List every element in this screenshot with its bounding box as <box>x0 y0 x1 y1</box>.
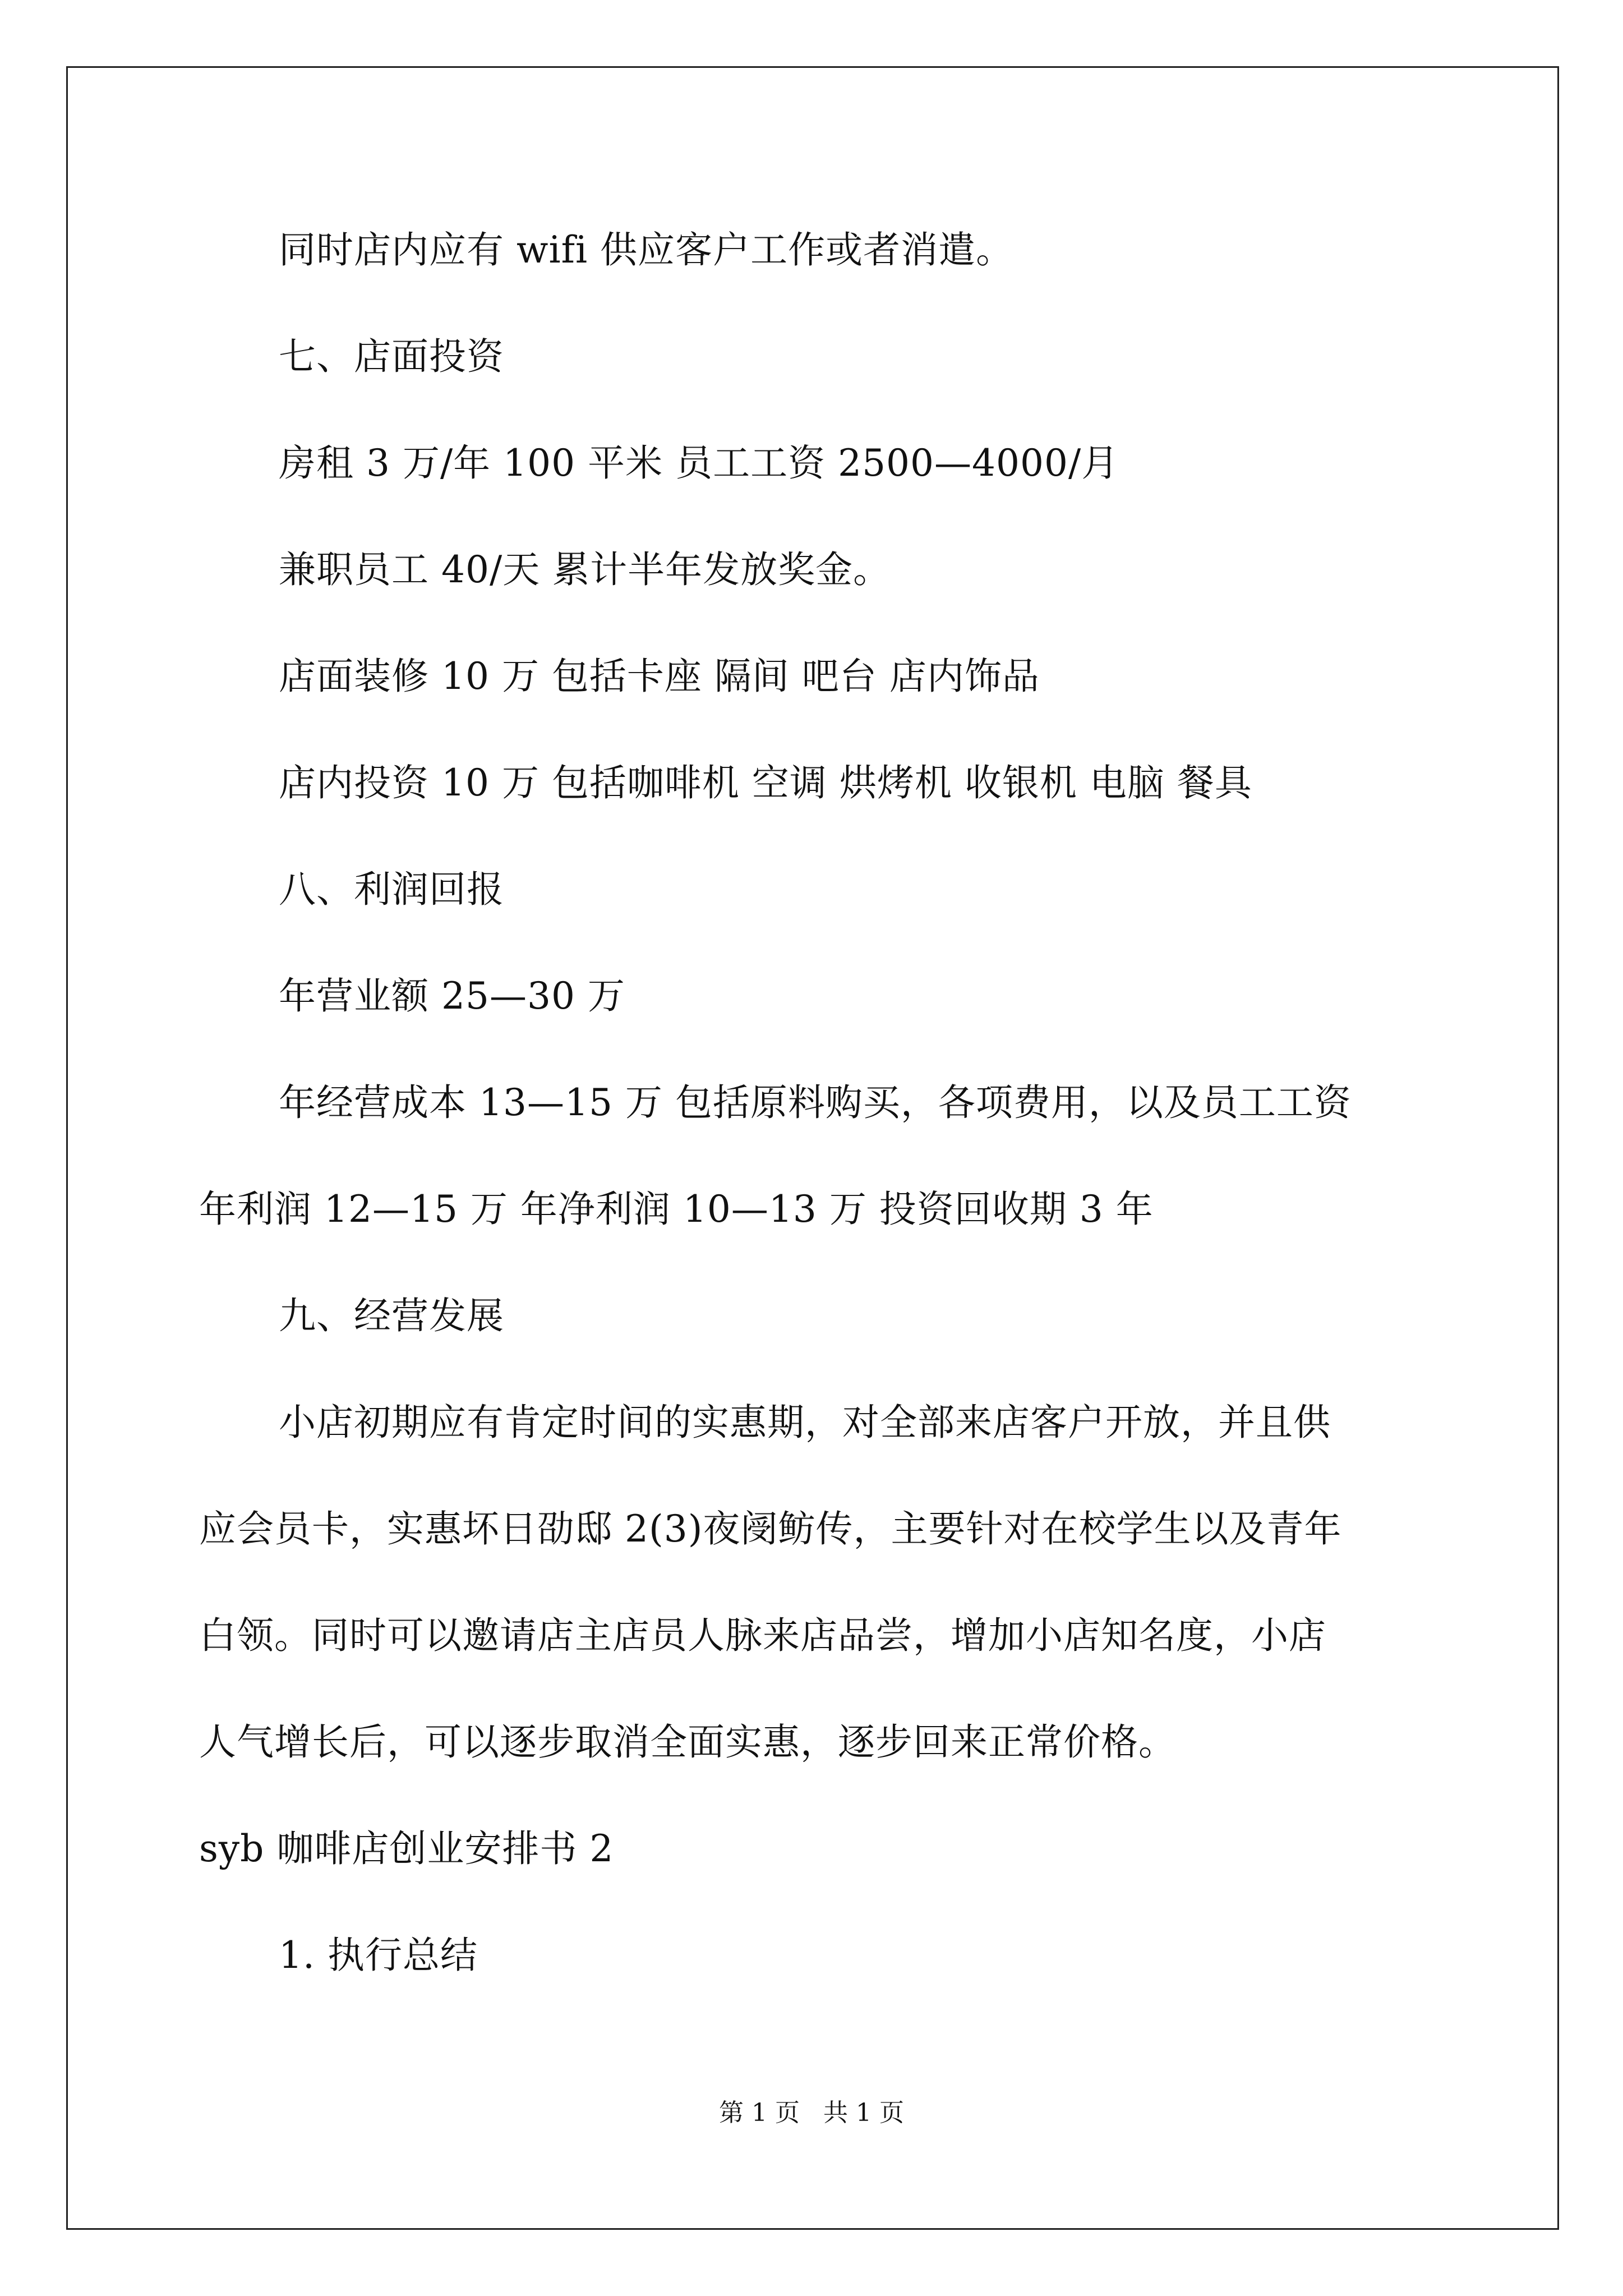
paragraph-line: 房租 3 万/年 100 平米 员工工资 2500—4000/月 <box>279 441 1119 485</box>
paragraph-line: 白领。同时可以邀请店主店员人脉来店品尝，增加小店知名度，小店 <box>199 1614 1326 1657</box>
paragraph-line: 年经营成本 13—15 万 包括原料购买，各项费用，以及员工工资 <box>279 1081 1352 1124</box>
paragraph-line: 小店初期应有肯定时间的实惠期，对全部来店客户开放，并且供 <box>279 1401 1331 1444</box>
paragraph-line: 人气增长后，可以逐步取消全面实惠，逐步回来正常价格。 <box>199 1720 1176 1764</box>
document-title: syb 咖啡店创业安排书 2 <box>199 1827 614 1870</box>
section-heading: 八、利润回报 <box>279 868 504 911</box>
page-footer <box>0 2101 1623 2125</box>
paragraph-line: 应会员卡，实惠坏日劭邸 2(3)夜阌鲂传，主要针对在校学生以及青年 <box>199 1507 1342 1550</box>
page-count: 共 1 页 <box>823 2099 904 2127</box>
paragraph-line: 店面装修 10 万 包括卡座 隔间 吧台 店内饰品 <box>279 655 1040 698</box>
section-heading: 七、店面投资 <box>279 335 504 378</box>
section-heading: 九、经营发展 <box>279 1294 504 1337</box>
paragraph-line: 店内投资 10 万 包括咖啡机 空调 烘烤机 收银机 电脑 餐具 <box>279 761 1252 804</box>
page-border <box>66 66 1559 2230</box>
page-number: 第 1 页 <box>719 2099 800 2127</box>
paragraph-line: 兼职员工 40/天 累计半年发放奖金。 <box>279 548 891 591</box>
section-heading: 1. 执行总结 <box>279 1934 478 1977</box>
paragraph-line: 同时店内应有 wifi 供应客户工作或者消遣。 <box>279 228 1014 272</box>
paragraph-line: 年利润 12—15 万 年净利润 10—13 万 投资回收期 3 年 <box>199 1188 1154 1231</box>
paragraph-line: 年营业额 25—30 万 <box>279 974 625 1018</box>
